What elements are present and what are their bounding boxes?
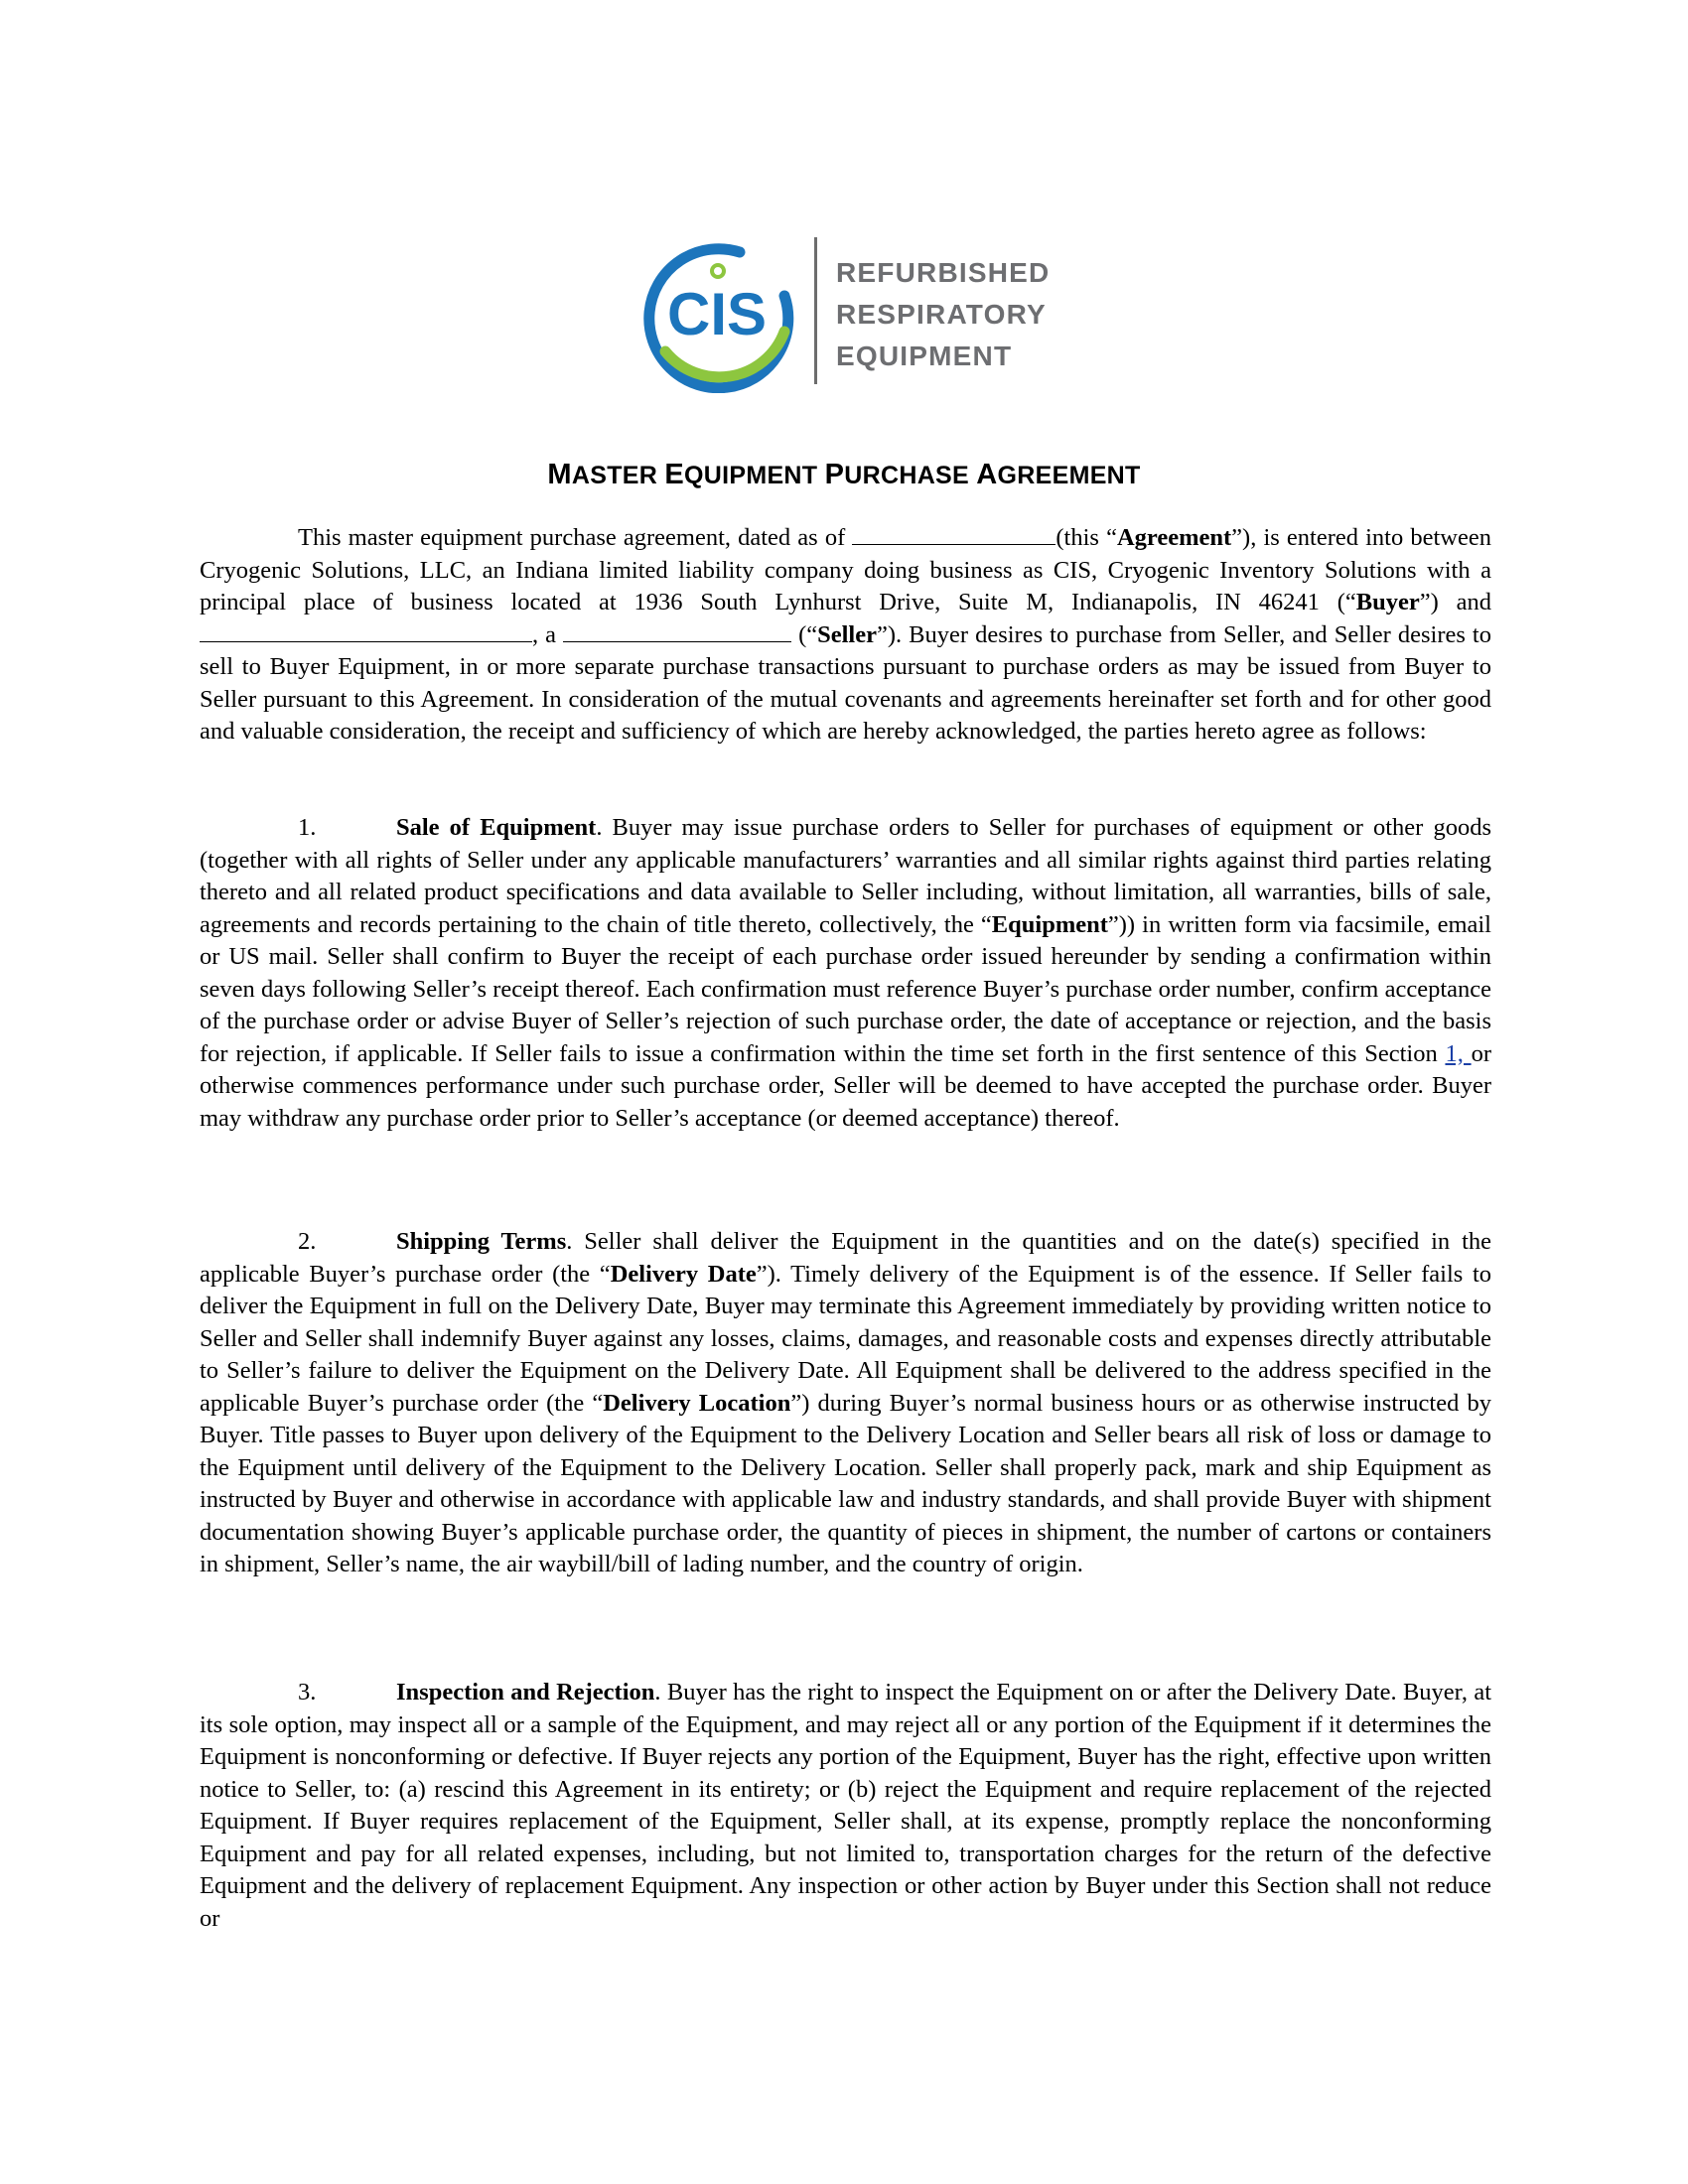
defined-term-seller: Seller	[817, 620, 877, 648]
section-text: . Seller shall deliver the Equipment in the quantities and on the date(s) specified in the applicable Buyer’s purchase order (the “	[200, 1228, 1491, 1288]
intro-text: ”), is entered into between Cryogenic Solutions, LLC, an Indiana limited liability company doing business as CIS, Cryogenic Inventory Solutions with a principal place of business located at 1936 South Lynhurst Drive, Suite M, Indianapolis, IN 46241 (“	[200, 524, 1491, 615]
logo-wordmark	[836, 252, 1050, 377]
logo-mark-text: CIS	[666, 281, 768, 347]
document-title	[199, 459, 1489, 491]
section-text: ”) during Buyer’s normal business hours or as otherwise instructed by Buyer. Title passes to Buyer upon delivery of the Equipment to the Delivery Location and Seller bears all risk of loss or damage to the Equipment until delivery of the Equipment to the Delivery Location. Seller shall properly pack, mark and ship Equipment as instructed by Buyer and otherwise in accordance with applicable law and industry standards, and shall provide Buyer with shipment documentation showing Buyer’s applicable purchase order, the quantity of pieces in shipment, the number of cartons or containers in shipment, Seller’s name, the air waybill/bill of lading number, and the country of origin.	[200, 1389, 1491, 1577]
defined-term-equipment: Equipment	[991, 910, 1108, 938]
intro-paragraph	[200, 522, 1491, 749]
logo-line-1: REFURBISHED	[836, 257, 1051, 288]
section-heading: Sale of Equipment	[396, 814, 597, 841]
seller-name-blank	[200, 619, 532, 642]
title-text: ASTER	[571, 462, 658, 489]
section-text: . Buyer has the right to inspect the Equipment on or after the Delivery Date. Buyer, at its sole option, may inspect all or a sample of the Equipment, and may reject all or any portion of the Equipment if it determines the Equipment is nonconforming or defective. If Buyer rejects any portion of the Equipment, Buyer has the right, effective upon written notice to Seller, to: (a) rescind this Agreement in its entirety; or (b) reject the Equipment and require replacement of the rejected Equipment. If Buyer requires replacement of the Equipment, Seller shall, at its expense, promptly replace the nonconforming Equipment and pay for all related expenses, including, but not limited to, transportation charges for the return of the defective Equipment and the delivery of replacement Equipment. Any inspection or other action by Buyer under this Section shall not reduce or	[200, 1679, 1491, 1932]
title-text: URCHASE	[844, 462, 970, 489]
section-text: ”). Timely delivery of the Equipment is of the essence. If Seller fails to deliver the Equipment in full on the Delivery Date, Buyer may terminate this Agreement immediately by providing written notice to Seller and Seller shall indemnify Buyer against any losses, claims, damages, and reasonable costs and expenses directly attributable to Seller’s failure to deliver the Equipment on the Delivery Date. All Equipment shall be delivered to the address specified in the applicable Buyer’s purchase order (the “	[200, 1260, 1492, 1417]
intro-text: , a	[532, 620, 564, 648]
logo-divider	[814, 237, 817, 384]
section-heading: Inspection and Rejection	[396, 1679, 655, 1706]
title-initial: M	[547, 459, 572, 490]
seller-entity-blank	[563, 619, 791, 642]
logo-line-3: EQUIPMENT	[836, 341, 1013, 371]
title-initial: A	[976, 459, 998, 490]
title-text: GREEMENT	[997, 462, 1141, 489]
defined-term-delivery-date: Delivery Date	[610, 1260, 757, 1288]
logo-line-2: RESPIRATORY	[836, 299, 1047, 330]
title-initial: P	[824, 459, 845, 490]
defined-term-delivery-location: Delivery Location	[603, 1389, 791, 1417]
intro-text: (“	[791, 620, 818, 648]
section-1	[200, 812, 1491, 1135]
intro-text: (this “	[1055, 524, 1117, 551]
section-cross-reference-link[interactable]: 1,	[1445, 1039, 1472, 1067]
intro-text: ”) and	[1419, 589, 1491, 615]
cis-logo-mark	[635, 234, 804, 393]
section-text: ”)) in written form via facsimile, email or US mail. Seller shall confirm to Buyer the receipt of each purchase order issued hereunder by sending a confirmation within seven days following Seller’s receipt thereof. Each confirmation must reference Buyer’s purchase order number, confirm acceptance of the purchase order or advise Buyer of Seller’s rejection of such purchase order, the date of acceptance or rejection, and the basis for rejection, if applicable. If Seller fails to issue a confirmation within the time set forth in the first sentence of this Section	[200, 910, 1491, 1067]
intro-text: ”). Buyer desires to purchase from Seller, and Seller desires to sell to Buyer Equipment, in or more separate purchase transactions pursuant to purchase orders as may be issued from Buyer to Seller pursuant to this Agreement. In consideration of the mutual covenants and agreements hereinafter set forth and for other good and valuable consideration, the receipt and sufficiency of which are hereby acknowledged, the parties hereto agree as follows:	[200, 620, 1491, 745]
section-text: . Buyer may issue purchase orders to Seller for purchases of equipment or other goods (together with all rights of Seller under any applicable manufacturers’ warranties and all similar rights against third parties relating thereto and all related product specifications and data available to Seller including, without limitation, all warranties, bills of sale, agreements and records pertaining to the chain of title thereto, collectively, the “	[200, 814, 1491, 938]
defined-term-buyer: Buyer	[1355, 589, 1420, 615]
date-blank	[852, 522, 1055, 545]
section-number: 1.	[298, 814, 317, 841]
section-3	[200, 1677, 1491, 1935]
section-heading: Shipping Terms	[396, 1228, 567, 1255]
section-2	[200, 1226, 1491, 1581]
title-text: QUIPMENT	[684, 462, 818, 489]
intro-text: This master equipment purchase agreement, dated as of	[298, 524, 853, 551]
section-number: 2.	[298, 1228, 317, 1255]
cis-logo	[635, 234, 1053, 393]
section-number: 3.	[298, 1679, 317, 1706]
defined-term-agreement: Agreement	[1116, 524, 1232, 551]
title-initial: E	[664, 459, 685, 490]
section-text: or otherwise commences performance under such purchase order, Seller will be deemed to have accepted the purchase order. Buyer may withdraw any purchase order prior to Seller’s acceptance (or deemed acceptance) thereof.	[200, 1039, 1491, 1132]
